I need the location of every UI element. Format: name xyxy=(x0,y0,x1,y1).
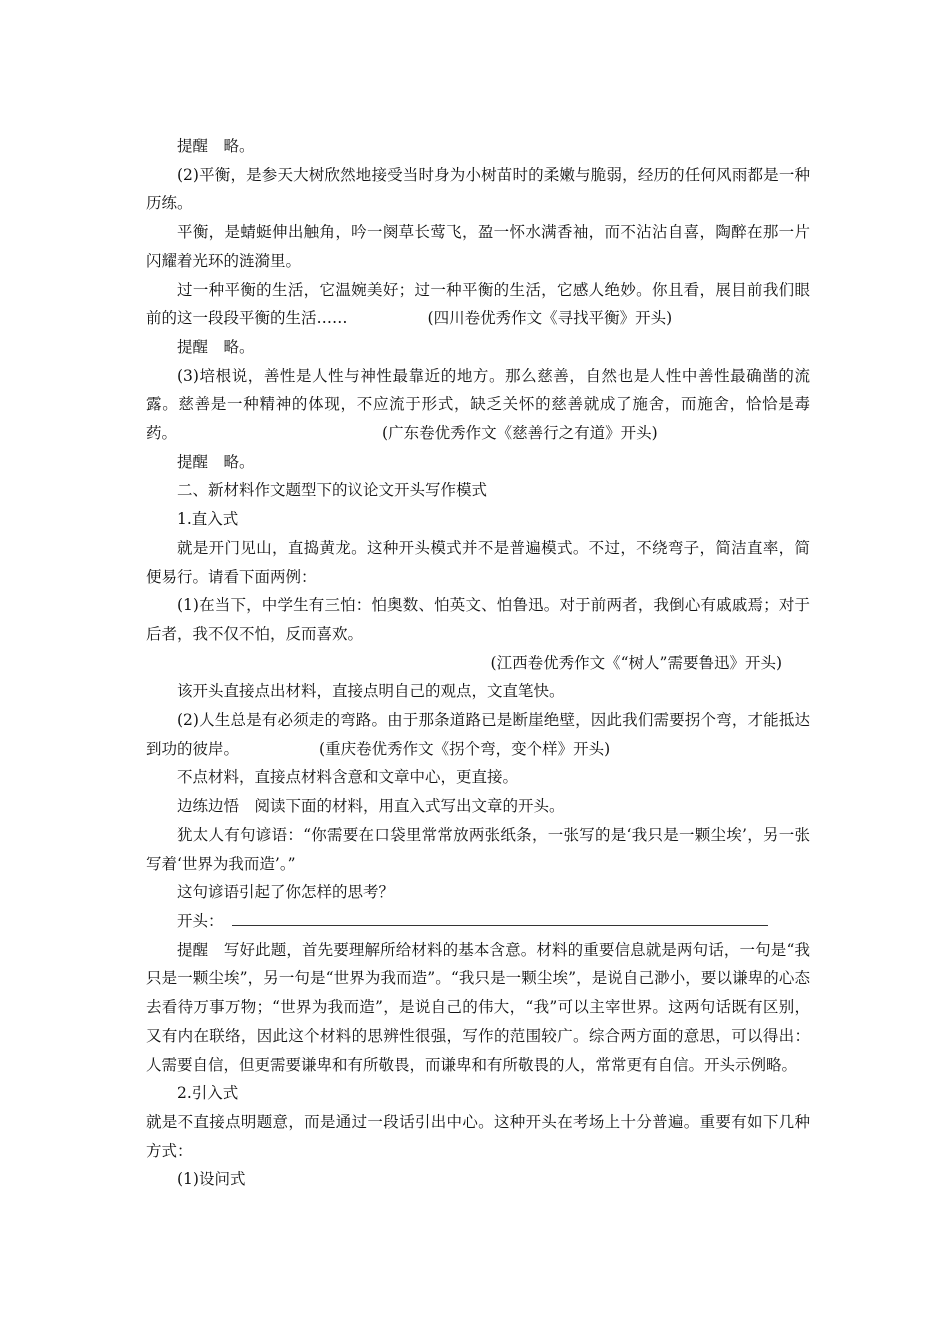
paragraph: 提醒 略。 xyxy=(177,452,255,471)
paragraph: 提醒 略。 xyxy=(177,337,255,356)
paragraph-text: (2)人生总是有必须走的弯路。由于那条道路已是断崖绝壁，因此我们需要拐个弯，才能抵达到功的彼岸。 xyxy=(146,711,810,758)
subsection-heading: 1.直入式 xyxy=(177,510,239,529)
paragraph: (1)在当下，中学生有三怕：怕奥数、怕英文、怕鲁迅。对于前两者，我倒心有戚戚焉；对于后者，我不仅不怕，反而喜欢。 xyxy=(146,596,810,643)
paragraph: 边练边悟 阅读下面的材料，用直入式写出文章的开头。 xyxy=(177,797,565,816)
paragraph: 就是开门见山，直捣黄龙。这种开头模式并不是普遍模式。不过，不绕弯子，简洁直率，简便易行。请看下面两例： xyxy=(146,538,810,586)
paragraph-text: (3)培根说，善性是人性与神性最靠近的地方。那么慈善，自然也是人性中善性最确凿的流露。慈善是一种精神的体现，不应流于形式，缺乏关怀的慈善就成了施舍，而施舍，恰恰是毒药。 xyxy=(146,366,810,443)
paragraph-text: 过一种平衡的生活，它温婉美好；过一种平衡的生活，它感人绝妙。你且看，展目前我们眼前的这一段段平衡的生活…… xyxy=(146,280,810,328)
source-citation: (重庆卷优秀作文《拐个弯，变个样》开头) xyxy=(319,739,611,758)
source-citation: (江西卷优秀作文《“树人”需要鲁迅》开头) xyxy=(490,653,782,672)
section-heading: 二、新材料作文题型下的议论文开头写作模式 xyxy=(177,481,488,500)
paragraph: 就是不直接点明题意，而是通过一段话引出中心。这种开头在考场上十分普遍。重要有如下几种方式： xyxy=(146,1112,810,1160)
paragraph: (2)平衡，是参天大树欣然地接受当时身为小树苗时的柔嫩与脆弱，经历的任何风雨都是一种历练。 xyxy=(146,165,810,213)
paragraph: 提醒 写好此题，首先要理解所给材料的基本含意。材料的重要信息就是两句话，一句是“我只是一颗尘埃”，另一句是“世界为我而造”。“我只是一颗尘埃”，是说自己渺小，要以谦卑的心态去看待万事万物；“世界为我而造”，是说自己的伟大，“我”可以主宰世界。这两句话既有区别，又有内在联络，因此这个材料的思辨性很强，写作的范围较广。综合两方面的意思，可以得出：人需要自信，但更需要谦卑和有所敬畏，而谦卑和有所敬畏的人，常常更有自信。开头示例略。 xyxy=(146,940,810,1074)
paragraph: 不点材料，直接点材料含意和文章中心，更直接。 xyxy=(177,768,519,787)
paragraph: 提醒 略。 xyxy=(177,137,255,155)
subsection-heading: 2.引入式 xyxy=(177,1084,239,1103)
source-citation: (广东卷优秀作文《慈善行之有道》开头) xyxy=(382,424,658,443)
paragraph xyxy=(146,362,810,448)
paragraph: 平衡，是蜻蜓伸出触角，吟一阕草长莺飞，盈一怀水满香袖，而不沾沾自喜，陶醉在那一片闪耀着光环的涟漪里。 xyxy=(146,223,810,270)
answer-row xyxy=(146,907,810,936)
answer-label: 开头： xyxy=(177,911,224,930)
paragraph: 这句谚语引起了你怎样的思考？ xyxy=(177,883,395,902)
document-page xyxy=(146,132,810,1194)
paragraph xyxy=(146,276,810,333)
subsection-heading: (1)设问式 xyxy=(177,1170,246,1189)
answer-blank-line[interactable] xyxy=(232,909,768,926)
source-citation: (四川卷优秀作文《寻找平衡》开头) xyxy=(427,309,673,328)
paragraph xyxy=(146,706,810,763)
paragraph: 犹太人有句谚语：“你需要在口袋里常常放两张纸条，一张写的是‘我只是一颗尘埃’，另一张写着‘世界为我而造’。” xyxy=(146,825,810,873)
paragraph: 该开头直接点出材料，直接点明自己的观点，文直笔快。 xyxy=(177,682,565,701)
